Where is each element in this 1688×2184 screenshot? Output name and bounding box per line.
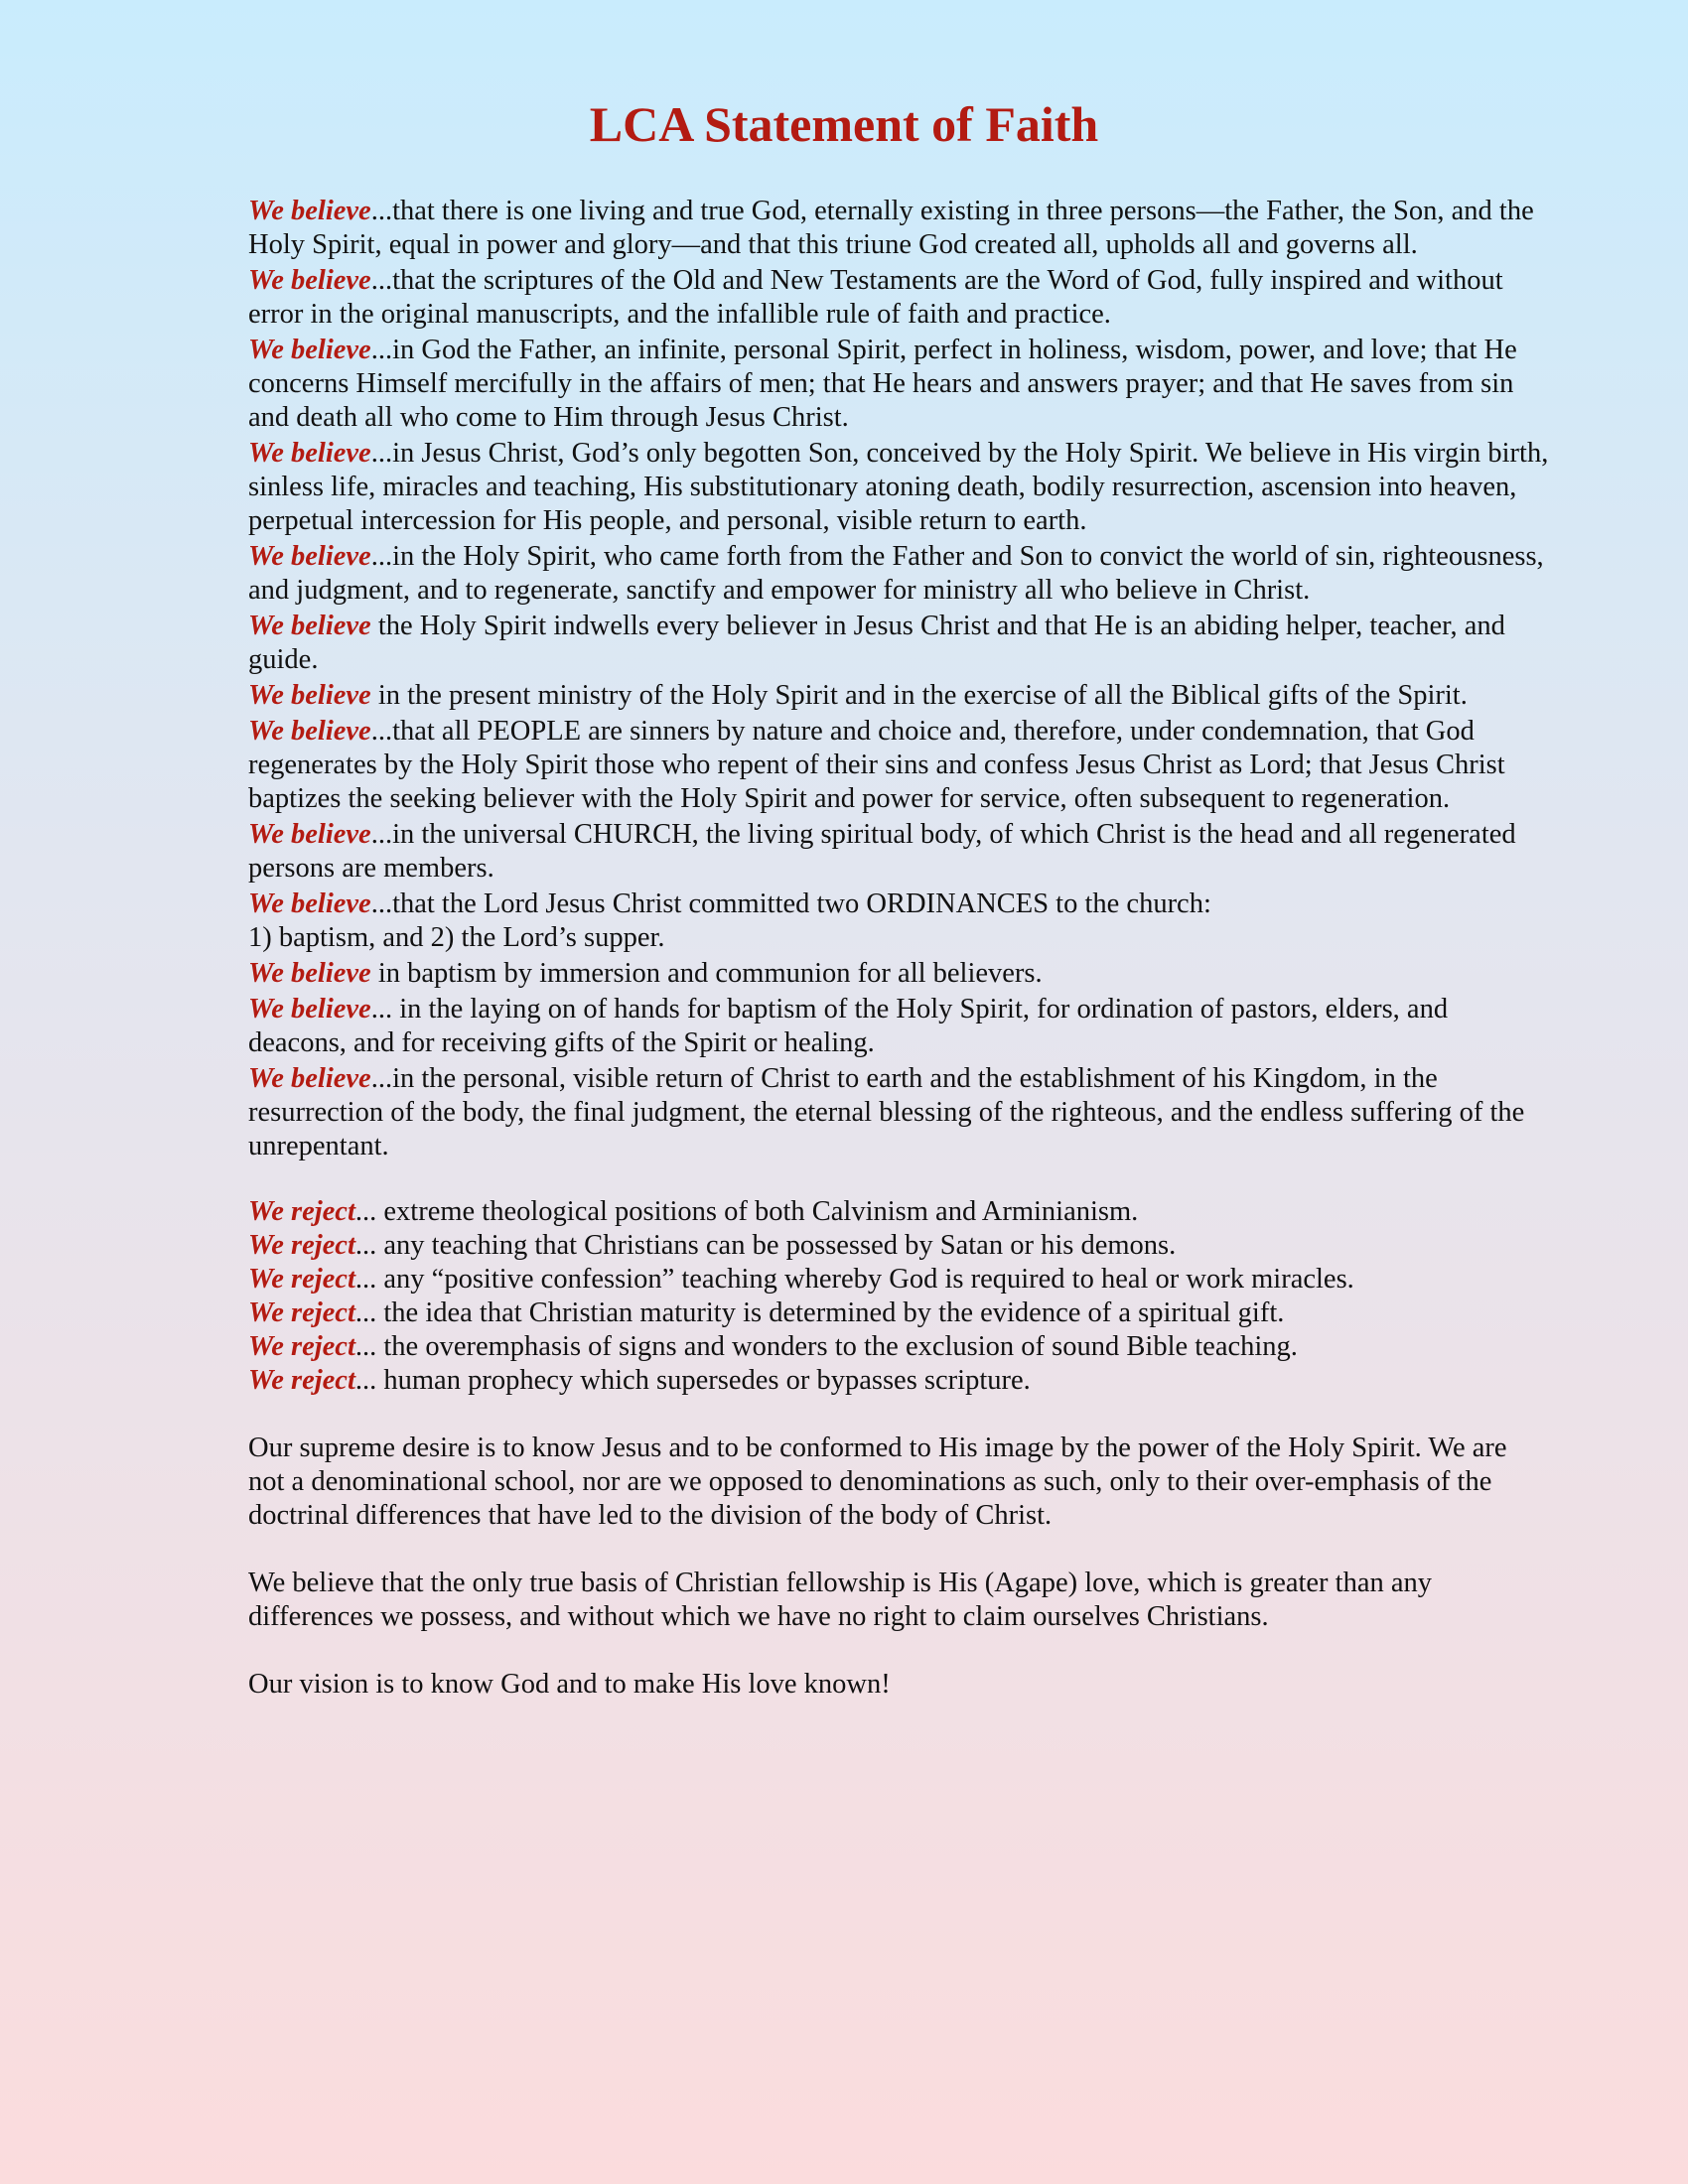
reject-lead: We reject: [248, 1264, 355, 1295]
reject-text: ... the idea that Christian maturity is determined by the evidence of a spiritual gift.: [354, 1297, 1285, 1328]
reject-text: ... any teaching that Christians can be possessed by Satan or his demons.: [354, 1230, 1177, 1261]
belief-item: [248, 437, 1549, 538]
belief-lead: We believe: [248, 958, 371, 989]
belief-item: [248, 264, 1549, 332]
reject-text: ... human prophecy which supersedes or bypasses scripture.: [354, 1365, 1031, 1396]
belief-lead: We believe: [248, 335, 371, 365]
reject-text: ... the overemphasis of signs and wonders to the exclusion of sound Bible teaching.: [354, 1331, 1298, 1362]
belief-lead: We believe: [248, 611, 371, 641]
belief-text: ...that there is one living and true God, eternally existing in three persons—the Father, the Son, and the Holy Spirit, equal in power and glory—and that this triune God created all, upholds all and governs all.: [248, 196, 1534, 260]
belief-text: ... in the laying on of hands for baptism of the Holy Spirit, for ordination of pastors, elders, and deacons, and for receiving gifts of the Spirit or healing.: [248, 994, 1449, 1058]
reject-lead: We reject: [248, 1365, 355, 1396]
belief-item: [248, 334, 1549, 435]
belief-item: [248, 679, 1549, 713]
belief-lead: We believe: [248, 716, 371, 747]
belief-item: [248, 1062, 1549, 1163]
belief-lead: We believe: [248, 265, 371, 296]
belief-item: [248, 540, 1549, 608]
reject-item: [248, 1263, 1549, 1297]
belief-lead: We believe: [248, 438, 371, 469]
rejects-section: [248, 1195, 1549, 1398]
closing-paragraph: Our supreme desire is to know Jesus and to be conformed to His image by the power of the Holy Spirit. We are not a denominational school, nor are we opposed to denominations as such, only to their over-emphasis of the doctrinal differences that have led to the division of the body of Christ.: [248, 1433, 1507, 1531]
reject-lead: We reject: [248, 1331, 355, 1362]
belief-lead: We believe: [248, 819, 371, 850]
belief-item: [248, 887, 1549, 955]
belief-text: in the present ministry of the Holy Spirit and in the exercise of all the Biblical gifts of the Spirit.: [370, 680, 1468, 711]
belief-text: ...that the scriptures of the Old and New Testaments are the Word of God, fully inspired and without error in the original manuscripts, and the infallible rule of faith and practice.: [248, 265, 1503, 330]
statement-body: [248, 195, 1549, 1702]
belief-item: [248, 818, 1549, 886]
beliefs-section: [248, 195, 1549, 1163]
belief-text: ...that all PEOPLE are sinners by nature and choice and, therefore, under condemnation, that God regenerates by the Holy Spirit those who repent of their sins and confess Jesus Christ as Lord; that Jesus Christ baptizes the seeking believer with the Holy Spirit and power for service, often subsequent to regeneration.: [248, 716, 1505, 814]
reject-lead: We reject: [248, 1230, 355, 1261]
belief-item: [248, 993, 1549, 1060]
reject-lead: We reject: [248, 1297, 355, 1328]
belief-text: ...in Jesus Christ, God’s only begotten Son, conceived by the Holy Spirit. We believe in His virgin birth, sinless life, miracles and teaching, His substitutionary atoning death, bodily resurrection, ascension into heaven, perpetual intercession for His people, and personal, visible return to earth.: [248, 438, 1549, 536]
belief-item: [248, 195, 1549, 262]
reject-item: [248, 1364, 1549, 1398]
closing-paragraph: We believe that the only true basis of Christian fellowship is His (Agape) love, which is greater than any differences we possess, and without which we have no right to claim ourselves Christians.: [248, 1568, 1433, 1632]
belief-item: [248, 715, 1549, 816]
belief-lead: We believe: [248, 1063, 371, 1094]
belief-text: ...that the Lord Jesus Christ committed two ORDINANCES to the church:: [370, 888, 1211, 919]
vision-statement: Our vision is to know God and to make His love known!: [248, 1669, 891, 1700]
belief-text-continued: 1) baptism, and 2) the Lord’s supper.: [248, 922, 665, 953]
page-title: LCA Statement of Faith: [589, 96, 1099, 152]
belief-lead: We believe: [248, 680, 371, 711]
belief-item: [248, 957, 1549, 991]
reject-lead: We reject: [248, 1196, 355, 1227]
reject-text: ... extreme theological positions of both Calvinism and Arminianism.: [354, 1196, 1139, 1227]
belief-item: [248, 610, 1549, 677]
reject-item: [248, 1195, 1549, 1229]
reject-text: ... any “positive confession” teaching whereby God is required to heal or work miracles.: [354, 1264, 1354, 1295]
belief-text: the Holy Spirit indwells every believer in Jesus Christ and that He is an abiding helper, teacher, and guide.: [248, 611, 1505, 675]
belief-lead: We believe: [248, 994, 371, 1024]
reject-item: [248, 1330, 1549, 1364]
belief-lead: We believe: [248, 196, 371, 226]
belief-text: ...in the Holy Spirit, who came forth from the Father and Son to convict the world of sin, righteousness, and judgment, and to regenerate, sanctify and empower for ministry all who believe in Christ.: [248, 541, 1544, 606]
belief-lead: We believe: [248, 541, 371, 572]
belief-text: ...in the personal, visible return of Christ to earth and the establishment of his Kingdom, in the resurrection of the body, the final judgment, the eternal blessing of the righteous, and the endless suffering of the unrepentant.: [248, 1063, 1525, 1161]
belief-text: ...in God the Father, an infinite, personal Spirit, perfect in holiness, wisdom, power, and love; that He concerns Himself mercifully in the affairs of men; that He hears and answers prayer; and that He saves from sin and death all who come to Him through Jesus Christ.: [248, 335, 1517, 433]
belief-text: in baptism by immersion and communion for all believers.: [370, 958, 1043, 989]
reject-item: [248, 1229, 1549, 1263]
reject-item: [248, 1297, 1549, 1330]
belief-text: ...in the universal CHURCH, the living spiritual body, of which Christ is the head and all regenerated persons are members.: [248, 819, 1516, 884]
belief-lead: We believe: [248, 888, 371, 919]
